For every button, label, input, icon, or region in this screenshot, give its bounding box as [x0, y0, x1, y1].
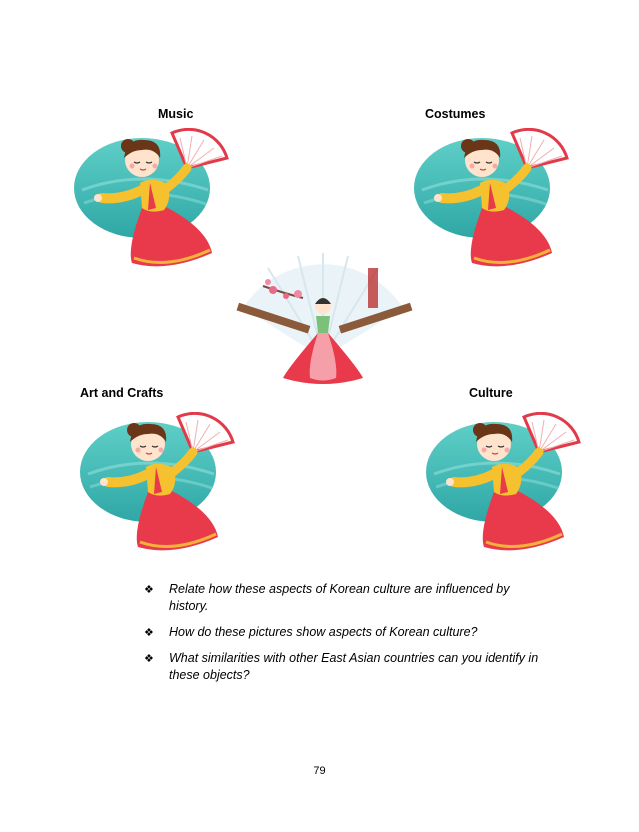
label-art-and-crafts: Art and Crafts: [80, 386, 164, 400]
label-culture: Culture: [469, 386, 513, 400]
diamond-clover-bullet-icon: ❖: [144, 653, 154, 665]
diamond-clover-bullet-icon: ❖: [144, 584, 154, 596]
label-costumes: Costumes: [425, 107, 486, 121]
label-music: Music: [158, 107, 194, 121]
question-text: How do these pictures show aspects of Korean culture?: [169, 625, 478, 639]
diamond-clover-bullet-icon: ❖: [144, 627, 154, 639]
page-number: 79: [313, 765, 326, 777]
fan-dancer-illustration-music: [72, 128, 232, 278]
fan-dancer-illustration-art-and-crafts: [78, 412, 238, 562]
fan-dancer-illustration-culture: [424, 412, 584, 562]
korean-dancer-center-illustration: [228, 238, 418, 390]
fan-dancer-illustration-costumes: [412, 128, 572, 278]
question-text: What similarities with other East Asian countries can you identify in these objects?: [169, 651, 539, 682]
question-text: Relate how these aspects of Korean culture are influenced by history.: [169, 582, 510, 613]
discussion-questions: [144, 581, 544, 693]
list-item: [144, 581, 544, 615]
list-item: [144, 650, 544, 684]
list-item: [144, 624, 544, 641]
